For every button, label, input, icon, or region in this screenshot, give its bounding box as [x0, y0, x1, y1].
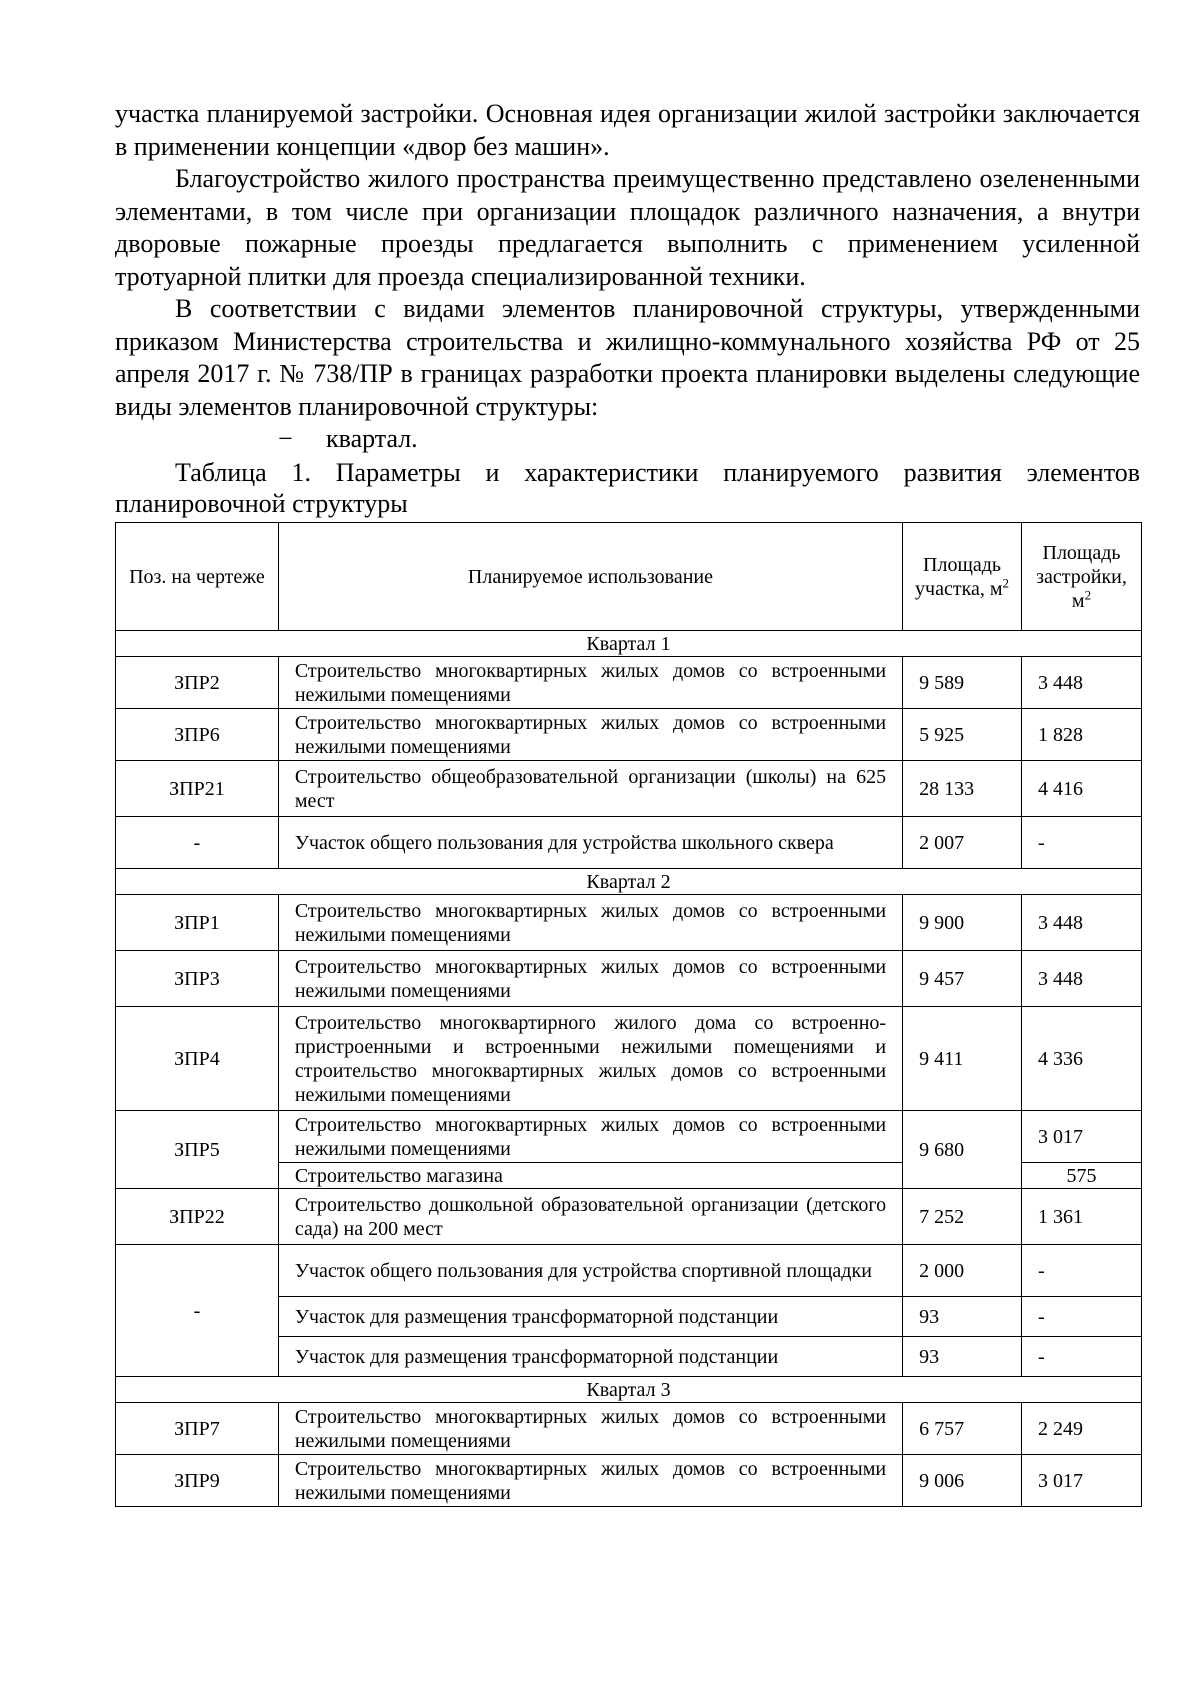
- cell-area-site: 9 589: [903, 657, 1022, 709]
- header-area-build: Площадь застройки, $м^2$: [1022, 523, 1142, 631]
- cell-area-site: 9 680: [903, 1111, 1022, 1189]
- list-dash: −: [278, 424, 293, 453]
- cell-pos: ЗПР7: [116, 1403, 279, 1455]
- cell-use: Строительство магазина: [278, 1163, 902, 1189]
- cell-pos: ЗПР9: [116, 1455, 279, 1507]
- table-row: [116, 1403, 1142, 1455]
- cell-area-build: -: [1022, 1297, 1142, 1337]
- list-item: [115, 423, 1140, 455]
- cell-area-build: 4 416: [1022, 761, 1142, 817]
- group-title: Квартал 2: [116, 869, 1142, 895]
- table-row: [116, 1111, 1142, 1163]
- cell-area-site: 9 411: [903, 1007, 1022, 1111]
- cell-use: Строительство дошкольной образовательной организации (детского сада) на 200 мест: [278, 1189, 902, 1245]
- cell-use: Участок для размещения трансформаторной подстанции: [278, 1337, 902, 1377]
- cell-area-build: 575: [1022, 1163, 1142, 1189]
- cell-area-build: -: [1022, 1337, 1142, 1377]
- table-header-row: [116, 523, 1142, 631]
- cell-pos: ЗПР2: [116, 657, 279, 709]
- header-use: Планируемое использование: [278, 523, 902, 631]
- group-row: [116, 869, 1142, 895]
- group-title: Квартал 3: [116, 1377, 1142, 1403]
- cell-use: Участок общего пользования для устройства школьного сквера: [278, 817, 902, 869]
- cell-use: Строительство многоквартирных жилых домов со встроенными нежилыми помещениями: [278, 709, 902, 761]
- table-row: [116, 1189, 1142, 1245]
- header-pos: Поз. на чертеже: [116, 523, 279, 631]
- table-caption: Таблица 1. Параметры и характеристики планируемого развития элементов планировочной структуры: [115, 458, 1140, 518]
- cell-area-build: 3 448: [1022, 895, 1142, 951]
- cell-pos: ЗПР21: [116, 761, 279, 817]
- cell-area-build: 4 336: [1022, 1007, 1142, 1111]
- table-row: [116, 657, 1142, 709]
- cell-pos: ЗПР1: [116, 895, 279, 951]
- group-row: [116, 631, 1142, 657]
- cell-pos: -: [116, 1245, 279, 1377]
- cell-use: Строительство многоквартирных жилых домов со встроенными нежилыми помещениями: [278, 657, 902, 709]
- cell-area-site: 2 007: [903, 817, 1022, 869]
- cell-area-site: 28 133: [903, 761, 1022, 817]
- cell-area-site: 5 925: [903, 709, 1022, 761]
- table-row: [116, 817, 1142, 869]
- cell-use: Участок для размещения трансформаторной подстанции: [278, 1297, 902, 1337]
- table-row: [116, 1455, 1142, 1507]
- cell-pos: -: [116, 817, 279, 869]
- cell-pos: ЗПР4: [116, 1007, 279, 1111]
- cell-pos: ЗПР6: [116, 709, 279, 761]
- cell-pos: ЗПР22: [116, 1189, 279, 1245]
- cell-area-build: 2 249: [1022, 1403, 1142, 1455]
- cell-area-build: 1 828: [1022, 709, 1142, 761]
- table-row: [116, 1245, 1142, 1297]
- cell-area-site: 93: [903, 1337, 1022, 1377]
- cell-use: Строительство многоквартирных жилых домов со встроенными нежилыми помещениями: [278, 1111, 902, 1163]
- cell-area-site: 6 757: [903, 1403, 1022, 1455]
- cell-area-site: 9 900: [903, 895, 1022, 951]
- cell-area-build: -: [1022, 817, 1142, 869]
- group-title: Квартал 1: [116, 631, 1142, 657]
- group-row: [116, 1377, 1142, 1403]
- table-row: [116, 1007, 1142, 1111]
- cell-area-site: 7 252: [903, 1189, 1022, 1245]
- paragraph-3: В соответствии с видами элементов планировочной структуры, утвержденными приказом Министерства строительства и жилищно-коммунального хозяйства РФ от 25 апреля 2017 г. № 738/ПР в границах разработки проекта планировки выделены следующие виды элементов планировочной структуры:: [115, 294, 1140, 421]
- list-item-text: квартал.: [326, 424, 418, 453]
- cell-use: Строительство многоквартирных жилых домов со встроенными нежилыми помещениями: [278, 1455, 902, 1507]
- cell-area-site: 2 000: [903, 1245, 1022, 1297]
- table-row: [116, 709, 1142, 761]
- cell-area-build: -: [1022, 1245, 1142, 1297]
- cell-pos: ЗПР3: [116, 951, 279, 1007]
- paragraph-2: Благоустройство жилого пространства преимущественно представлено озелененными элементами, в том числе при организации площадок различного назначения, а внутри дворовые пожарные проезды предлагается выполнить с применением усиленной тротуарной плитки для проезда специализированной техники.: [115, 164, 1140, 291]
- cell-area-build: 1 361: [1022, 1189, 1142, 1245]
- cell-area-build: 3 017: [1022, 1111, 1142, 1163]
- cell-use: Участок общего пользования для устройства спортивной площадки: [278, 1245, 902, 1297]
- cell-use: Строительство многоквартирных жилых домов со встроенными нежилыми помещениями: [278, 1403, 902, 1455]
- cell-area-build: 3 448: [1022, 951, 1142, 1007]
- cell-area-build: 3 448: [1022, 657, 1142, 709]
- header-area-site: Площадь участка, $м^2$: [903, 523, 1022, 631]
- cell-use: Строительство многоквартирных жилых домов со встроенными нежилыми помещениями: [278, 951, 902, 1007]
- document-page: [115, 98, 1140, 1507]
- paragraph-1: участка планируемой застройки. Основная идея организации жилой застройки заключается в применении концепции «двор без машин».: [115, 99, 1140, 161]
- cell-area-site: 9 457: [903, 951, 1022, 1007]
- table-row: [116, 951, 1142, 1007]
- cell-area-build: 3 017: [1022, 1455, 1142, 1507]
- cell-area-site: 9 006: [903, 1455, 1022, 1507]
- parameters-table: [115, 522, 1142, 1507]
- cell-use: Строительство общеобразовательной организации (школы) на 625 мест: [278, 761, 902, 817]
- cell-area-site: 93: [903, 1297, 1022, 1337]
- cell-use: Строительство многоквартирных жилых домов со встроенными нежилыми помещениями: [278, 895, 902, 951]
- cell-use: Строительство многоквартирного жилого дома со встроенно-пристроенными и встроенными нежилыми помещениями и строительство многоквартирных жилых домов со встроенными нежилыми помещениями: [278, 1007, 902, 1111]
- table-row: [116, 761, 1142, 817]
- cell-pos: ЗПР5: [116, 1111, 279, 1189]
- table-row: [116, 895, 1142, 951]
